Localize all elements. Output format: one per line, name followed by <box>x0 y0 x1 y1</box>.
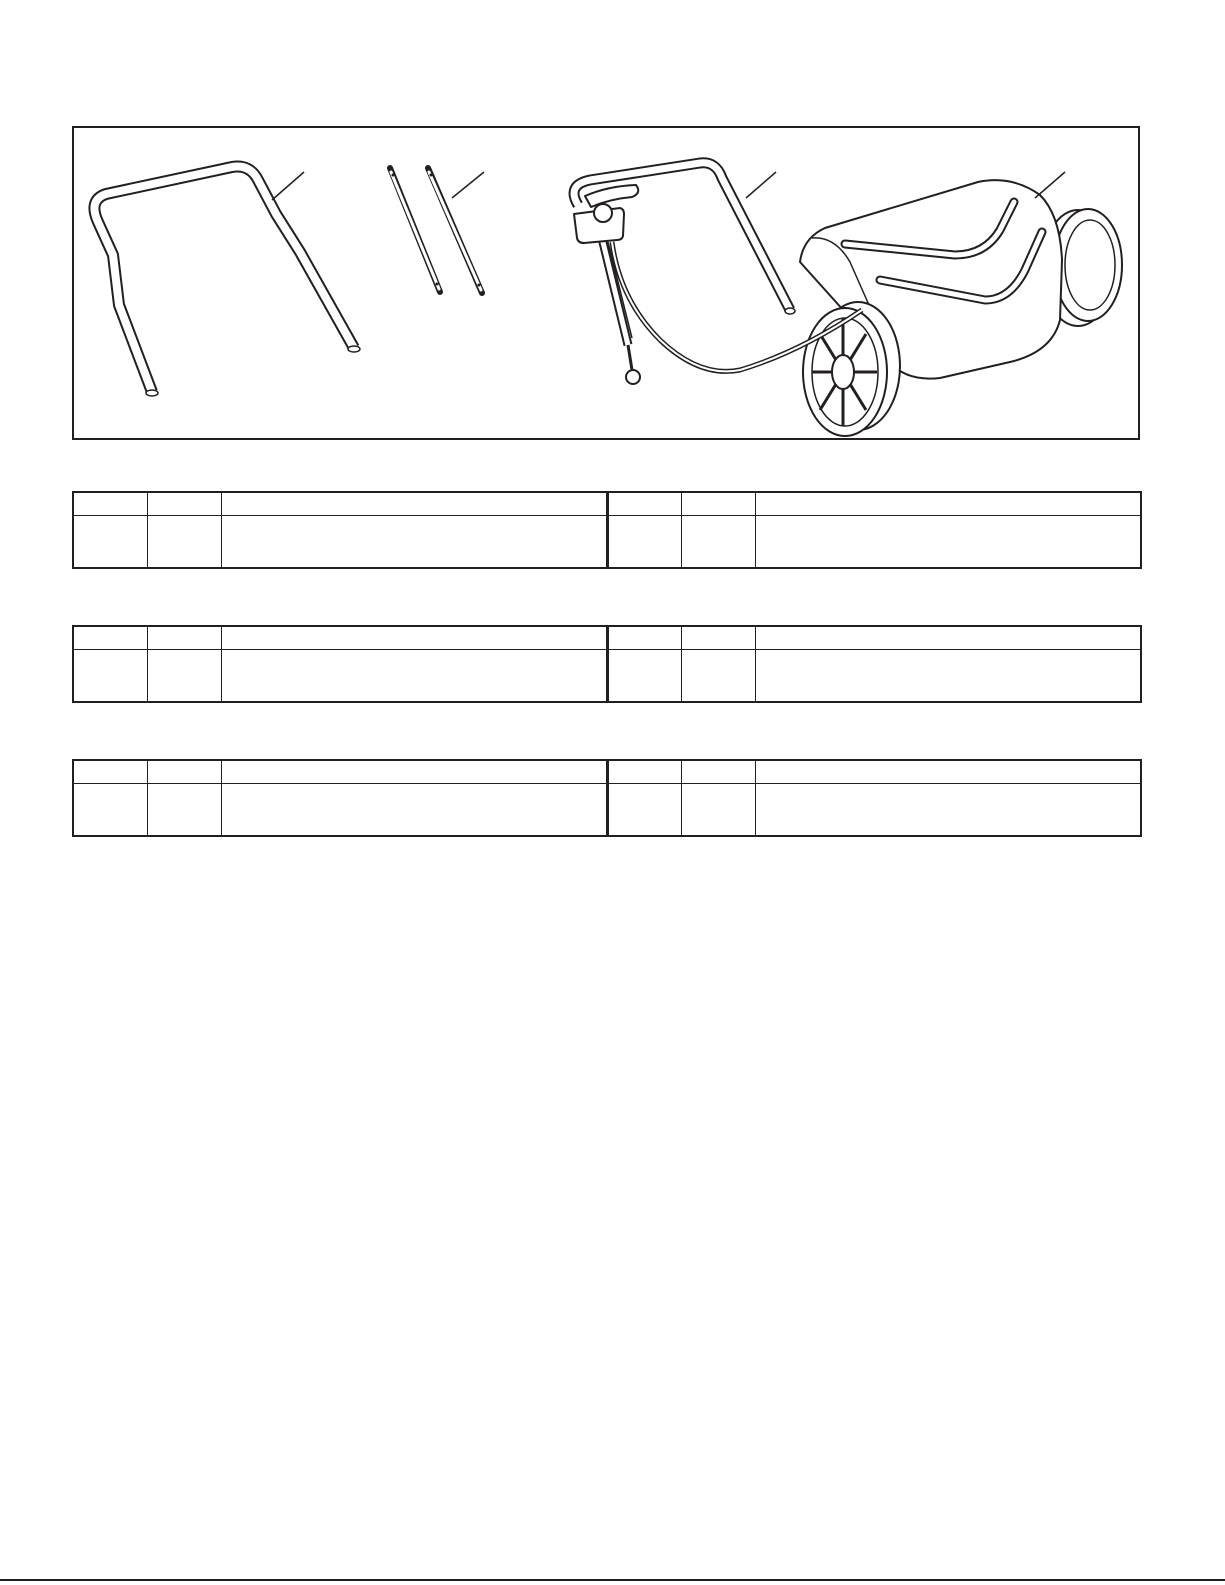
rod-hole <box>430 174 433 177</box>
table-cell <box>681 516 755 569</box>
table-cell <box>147 784 221 837</box>
table-header-cell <box>607 492 681 516</box>
table-cell <box>755 650 1141 703</box>
table-cell <box>147 650 221 703</box>
table-header-cell <box>681 492 755 516</box>
table-cell <box>73 516 147 569</box>
parts-table <box>72 759 1142 837</box>
table-cell <box>73 784 147 837</box>
table-header-cell <box>147 626 221 650</box>
table-row <box>73 784 1141 837</box>
table-header-row <box>73 492 1141 516</box>
table-header-cell <box>681 626 755 650</box>
table-cell <box>221 784 607 837</box>
table-cell <box>147 516 221 569</box>
table-cell <box>221 516 607 569</box>
parts-table <box>72 625 1142 703</box>
switch-button <box>594 204 612 222</box>
table-cell <box>221 650 607 703</box>
table-header-row <box>73 760 1141 784</box>
table-header-cell <box>221 492 607 516</box>
table-cell <box>73 650 147 703</box>
upper-handle-tube-end <box>785 308 795 314</box>
rod-hole <box>478 284 481 287</box>
table-cell <box>755 516 1141 569</box>
page-bottom-rule <box>0 1579 1225 1581</box>
table-header-cell <box>755 760 1141 784</box>
table-header-cell <box>73 626 147 650</box>
table-cell <box>607 784 681 837</box>
table-row <box>73 650 1141 703</box>
table-header-cell <box>147 760 221 784</box>
lower-handle-tube-end <box>146 390 158 396</box>
table-header-cell <box>607 760 681 784</box>
table-header-cell <box>147 492 221 516</box>
table-header-cell <box>73 492 147 516</box>
table-cell <box>681 784 755 837</box>
parts-table <box>72 491 1142 569</box>
parts-illustration <box>72 126 1140 440</box>
lower-handle-tube-end <box>348 346 360 352</box>
table-row <box>73 516 1141 569</box>
table-cell <box>607 516 681 569</box>
table-cell <box>755 784 1141 837</box>
table-header-cell <box>755 492 1141 516</box>
rod-hole <box>392 174 395 177</box>
table-header-cell <box>221 626 607 650</box>
table-header-cell <box>73 760 147 784</box>
table-header-cell <box>681 760 755 784</box>
table-cell <box>607 650 681 703</box>
table-header-cell <box>607 626 681 650</box>
table-header-cell <box>755 626 1141 650</box>
table-header-row <box>73 626 1141 650</box>
rear-wheel <box>1054 209 1122 321</box>
table-header-cell <box>221 760 607 784</box>
rod-hole <box>436 283 439 286</box>
cord-connector <box>626 370 640 384</box>
table-cell <box>681 650 755 703</box>
